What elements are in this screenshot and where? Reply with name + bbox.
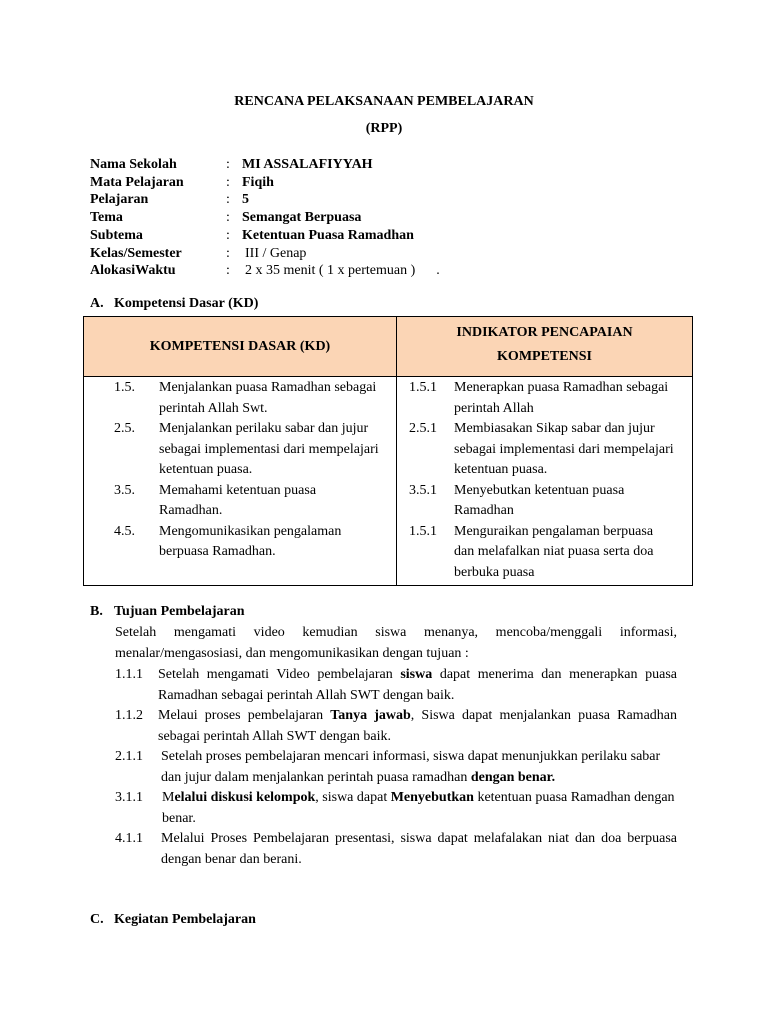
identity-colon: : (226, 157, 230, 172)
kd-item-text: Menjalankan perilaku sabar dan jujur sebagai implementasi dari mempelajari ketentuan puasa. (159, 421, 379, 477)
objective-text-part: , Siswa dapat menjalankan puasa Ramadhan sebagai perintah Allah SWT dengan baik. (158, 708, 677, 744)
objective-item (115, 788, 677, 829)
identity-row (90, 191, 710, 209)
kd-item (84, 419, 396, 481)
kd-header-right-line2: KOMPETENSI (497, 348, 592, 364)
kd-item-number: 1.5. (114, 380, 135, 395)
identity-row (90, 156, 710, 174)
section-title: Tujuan Pembelajaran (114, 604, 245, 619)
indicator-item (397, 378, 692, 419)
identity-label: Subtema (90, 228, 143, 243)
section-number: B. (90, 604, 103, 619)
indicator-item (397, 522, 692, 584)
objective-text (115, 747, 671, 788)
identity-row (90, 262, 710, 280)
indicator-item-text: Menerapkan puasa Ramadhan sebagai perintah Allah (454, 380, 669, 416)
identity-colon: : (226, 210, 230, 225)
objective-item (115, 706, 677, 747)
indicator-item (397, 419, 692, 481)
kd-item-number: 2.5. (114, 421, 135, 436)
indicator-item-text: Menguraikan pengalaman berpuasa dan melafalkan niat puasa serta doa berbuka puasa (454, 523, 654, 580)
kd-header-right (397, 317, 693, 377)
kd-table-header-row (84, 317, 693, 377)
kd-table-body-row (84, 377, 693, 586)
document-subtitle: (RPP) (365, 121, 403, 136)
indicator-item (397, 481, 692, 522)
identity-value: Semangat Berpuasa (242, 210, 362, 225)
kd-left-cell (84, 377, 397, 586)
indicator-item-number: 2.5.1 (409, 421, 437, 436)
identity-value: MI ASSALAFIYYAH (242, 157, 373, 172)
identity-row (90, 245, 710, 263)
identity-colon: : (226, 246, 230, 261)
objective-text (115, 665, 677, 706)
objective-text-part: Setelah mengamati Video pembelajaran (158, 667, 401, 682)
objective-text-part: , siswa dapat (315, 790, 391, 805)
objective-number: 1.1.2 (115, 708, 143, 723)
objective-item (115, 665, 677, 706)
objective-text-part-bold: Menyebutkan (390, 790, 474, 805)
identity-row (90, 227, 710, 245)
objective-text-part-bold: elalui diskusi kelompok (174, 790, 316, 805)
indicator-right-cell (397, 377, 693, 586)
objective-text-part: ketentuan puasa Ramadhan dengan benar. (162, 790, 675, 826)
objective-text-part-bold: Tanya jawab (330, 708, 411, 723)
indicator-item-number: 1.5.1 (409, 380, 437, 395)
objective-text-part: Melaui proses pembelajaran (158, 708, 331, 723)
kd-item-text: Mengomunikasikan pengalaman berpuasa Ramadhan. (159, 523, 342, 559)
section-c-heading (90, 912, 256, 928)
section-a-heading (90, 296, 258, 312)
kd-header-left: KOMPETENSI DASAR (KD) (84, 317, 397, 377)
kd-table (83, 316, 693, 586)
objective-text-part-bold: siswa (400, 667, 433, 682)
section-number: C. (90, 912, 104, 927)
identity-value: Ketentuan Puasa Ramadhan (242, 228, 414, 243)
objective-text (115, 829, 677, 870)
identity-label: Pelajaran (90, 192, 149, 207)
objective-number: 2.1.1 (115, 749, 143, 764)
identity-label: Mata Pelajaran (90, 175, 184, 190)
kd-header-right-line1: INDIKATOR PENCAPAIAN (456, 324, 633, 340)
section-b-heading (90, 604, 245, 620)
identity-colon: : (226, 192, 230, 207)
objectives-intro: Setelah mengamati video kemudian siswa menanya, mencoba/menggali informasi, menalar/mengasosiasi, dan mengomunikasikan dengan tujuan : (115, 625, 677, 661)
objective-text-part-bold: dengan benar. (470, 769, 556, 785)
indicator-item-text: Menyebutkan ketentuan puasa Ramadhan (454, 482, 625, 518)
identity-colon: : (226, 263, 230, 278)
objective-text-part: M (162, 790, 175, 805)
objective-text (115, 788, 677, 829)
identity-label: Nama Sekolah (90, 157, 177, 172)
section-title: Kegiatan Pembelajaran (114, 912, 256, 927)
objective-text-part: dapat menerima dan menerapkan puasa Ramadhan sebagai perintah Allah SWT dengan baik. (158, 667, 677, 703)
kd-item-text: Menjalankan puasa Ramadhan sebagai perintah Allah Swt. (159, 380, 377, 416)
kd-item-number: 4.5. (114, 523, 135, 539)
identity-label: Kelas/Semester (90, 246, 182, 261)
document-title: RENCANA PELAKSANAAN PEMBELAJARAN (234, 94, 534, 109)
objective-number: 3.1.1 (115, 790, 143, 805)
identity-colon: : (226, 175, 230, 190)
identity-label: AlokasiWaktu (90, 263, 176, 278)
indicator-item-number: 3.5.1 (409, 482, 437, 498)
objective-text-part: Melalui Proses Pembelajaran presentasi, siswa dapat melafalakan niat dan doa berpuasa dengan benar dan berani. (161, 831, 677, 867)
objective-number: 4.1.1 (115, 831, 143, 846)
identity-row (90, 174, 710, 192)
kd-item-number: 3.5. (114, 482, 135, 498)
objective-item (115, 747, 677, 788)
identity-value: 2 x 35 menit ( 1 x pertemuan ) . (245, 263, 440, 278)
indicator-item-text: Membiasakan Sikap sabar dan jujur sebagai implementasi dari mempelajari ketentuan puasa. (454, 421, 674, 477)
section-title: Kompetensi Dasar (KD) (114, 296, 259, 311)
identity-colon: : (226, 228, 230, 243)
kd-item-text: Memahami ketentuan puasa Ramadhan. (159, 482, 317, 518)
indicator-item-number: 1.5.1 (409, 523, 437, 539)
kd-item (84, 522, 396, 563)
identity-value: 5 (242, 192, 249, 207)
section-number: A. (90, 296, 104, 311)
identity-value: Fiqih (242, 175, 274, 190)
objective-item (115, 829, 677, 870)
objective-text (115, 706, 677, 747)
identity-label: Tema (90, 210, 123, 225)
identity-row (90, 209, 710, 227)
kd-item (84, 378, 396, 419)
kd-item (84, 481, 396, 522)
identity-value: III / Genap (245, 246, 307, 261)
objective-number: 1.1.1 (115, 667, 143, 682)
objective-text-part: Setelah proses pembelajaran mencari informasi, siswa dapat menunjukkan perilaku sabar dan jujur dalam menjalankan perintah puasa ramadhan (161, 749, 661, 785)
